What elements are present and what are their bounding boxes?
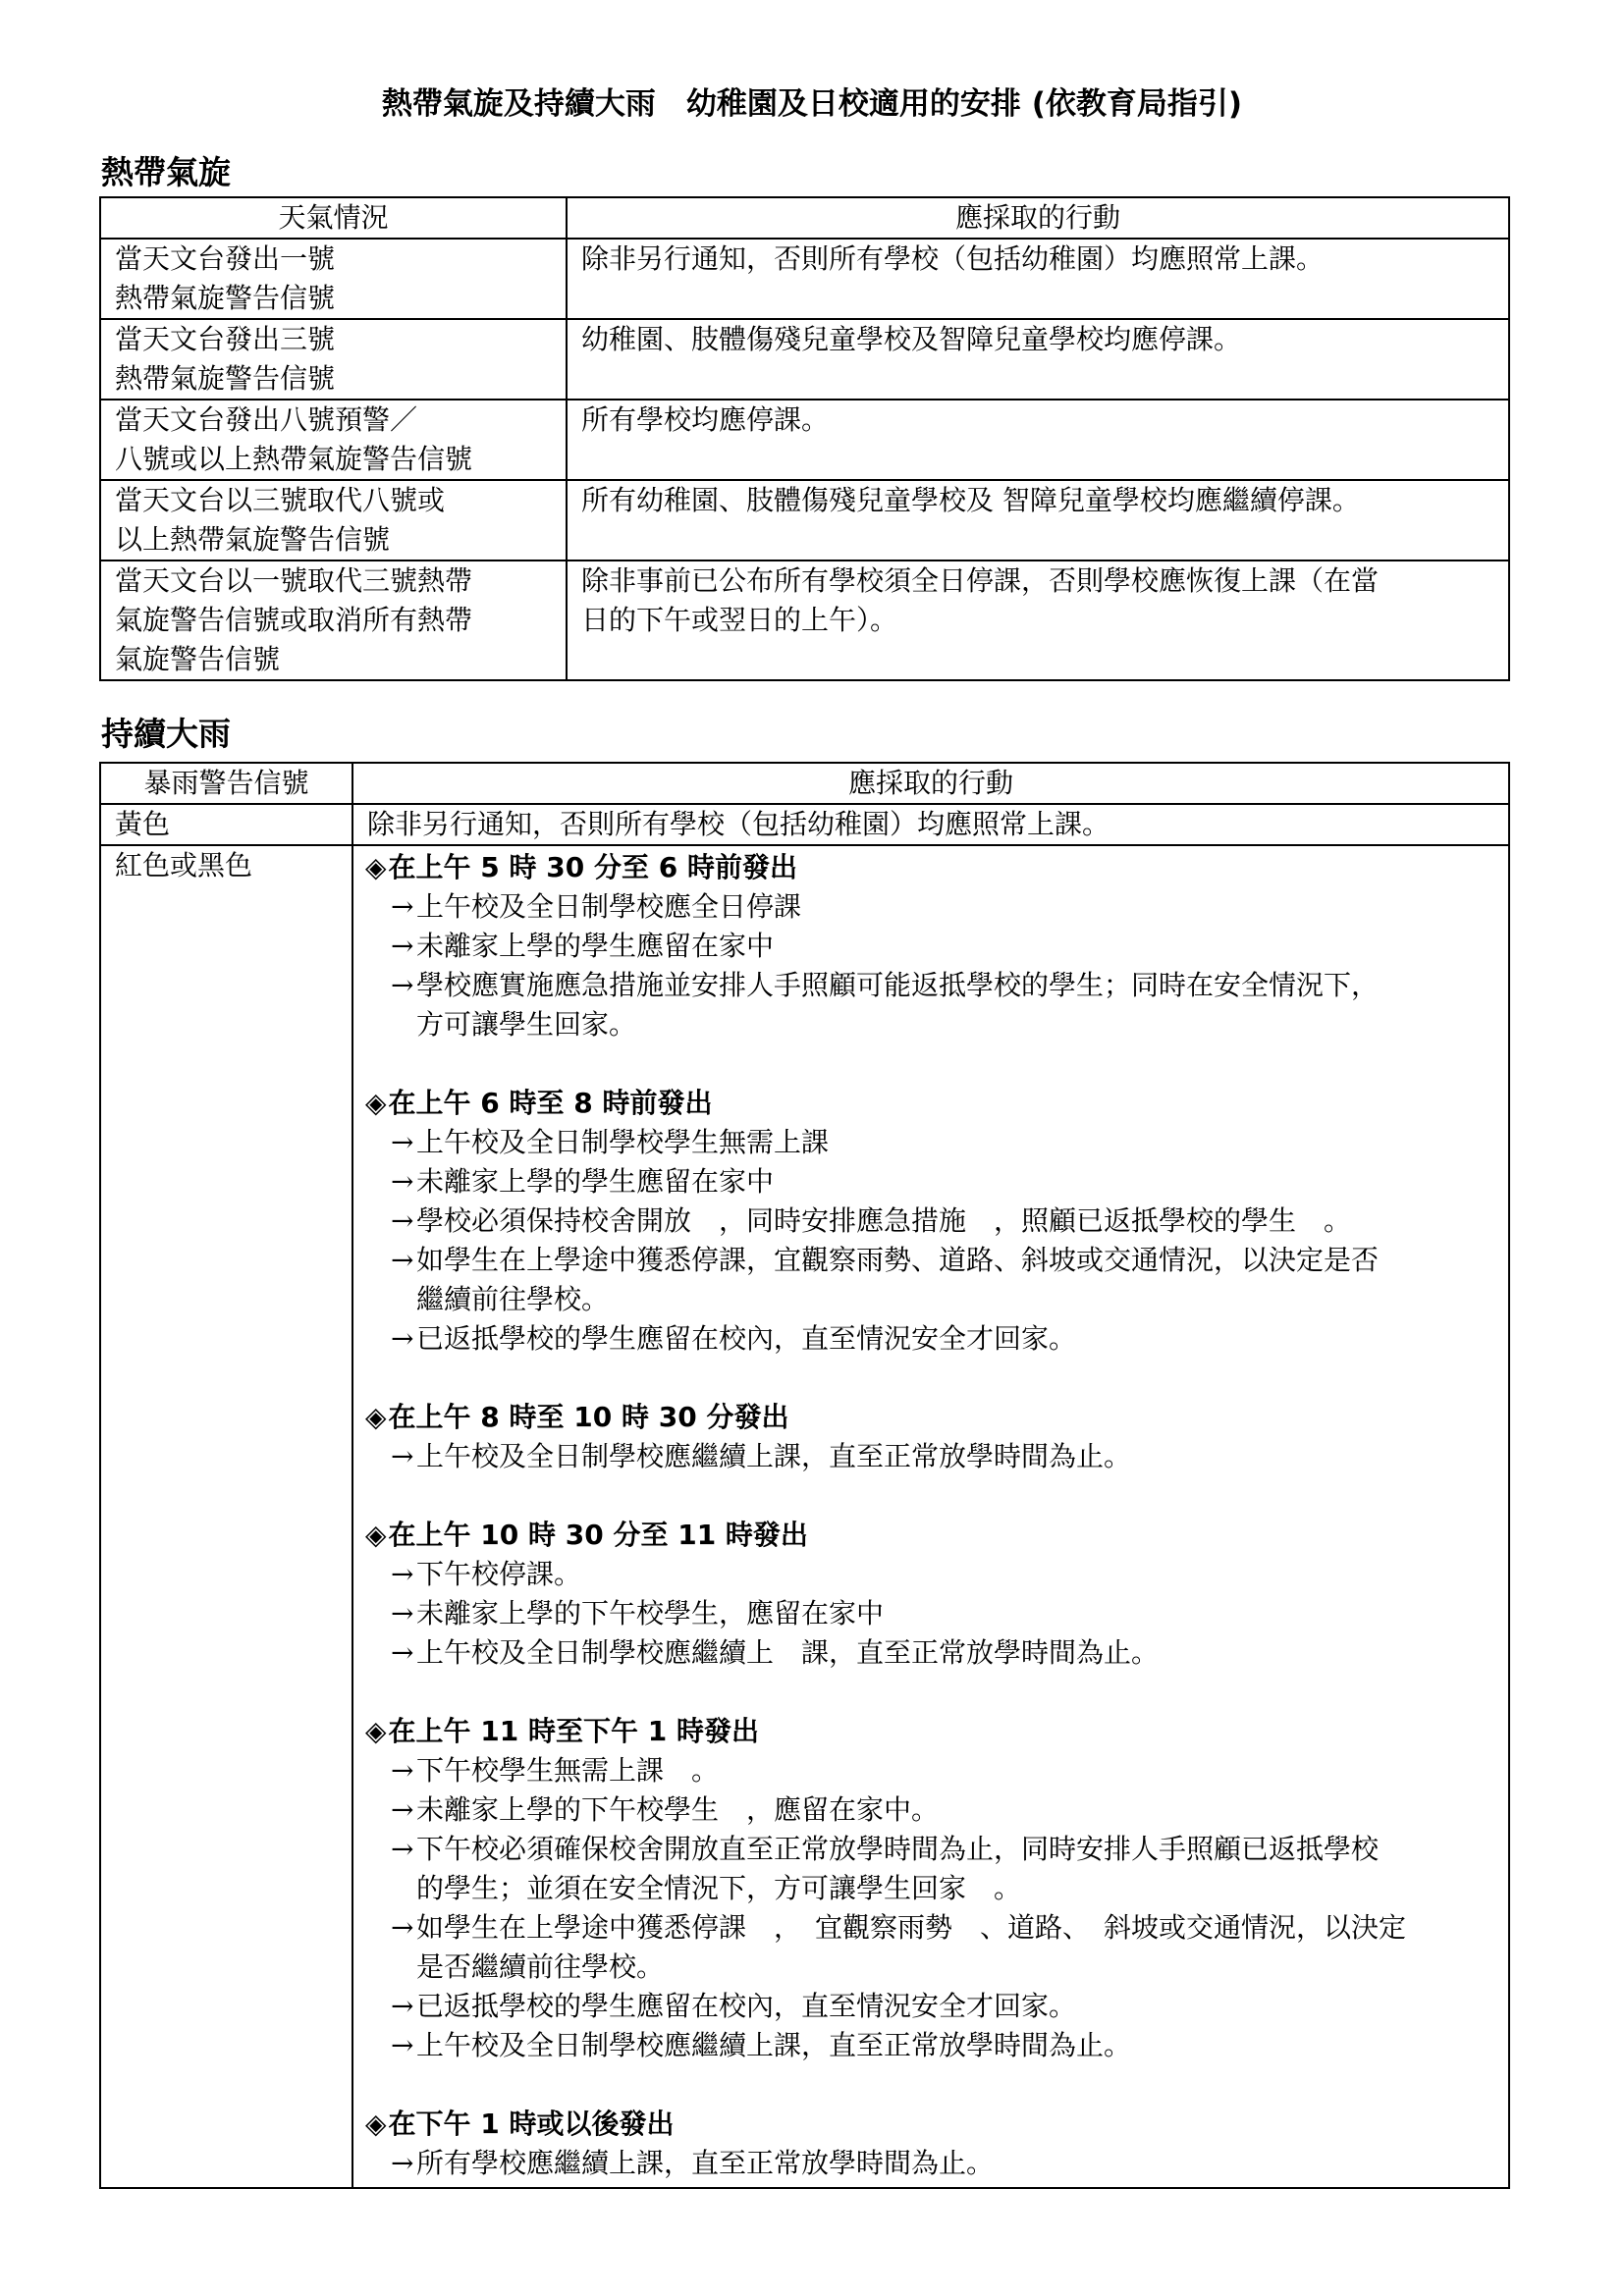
arrow-right-icon: → — [391, 1990, 414, 2022]
action-item — [365, 1437, 1498, 1476]
tropical-cyclone-heading: 熱帶氣旋 — [101, 153, 231, 191]
action-text: 學校必須保持校舍開放 ，同時安排應急措施 ，照顧已返抵學校的學生 。 — [416, 1204, 1352, 1237]
time-period-block — [365, 2105, 1498, 2183]
time-period-heading — [365, 2105, 1498, 2144]
action-text: 下午校學生無需上課 。 — [416, 1754, 720, 1787]
arrow-right-icon: → — [391, 1204, 414, 1237]
column-header-action: 應採取的行動 — [567, 197, 1509, 239]
time-period-label: 在上午 6 時至 8 時前發出 — [388, 1087, 713, 1119]
condition-cell: 當天文台發出一號 熱帶氣旋警告信號 — [100, 239, 567, 319]
time-period-heading — [365, 1084, 1498, 1123]
action-text: 如學生在上學途中獲悉停課 ， 宜觀察雨勢 、道路、 斜坡或交通情況，以決定 是否繼續前往學校。 — [416, 1911, 1407, 1983]
column-header-condition: 天氣情況 — [100, 197, 567, 239]
table-row — [100, 480, 1509, 561]
action-text: 上午校及全日制學校應繼續上課，直至正常放學時間為止。 — [416, 2029, 1132, 2061]
arrow-right-icon: → — [391, 2029, 414, 2061]
diamond-bullet-icon: ◈ — [365, 851, 387, 883]
action-text: 上午校及全日制學校應繼續上課，直至正常放學時間為止。 — [416, 1440, 1132, 1472]
column-header-action: 應採取的行動 — [352, 763, 1509, 804]
arrow-right-icon: → — [391, 1440, 414, 1472]
arrow-right-icon: → — [391, 1833, 414, 1865]
action-text: 上午校及全日制學校應全日停課 — [416, 890, 802, 923]
arrow-right-icon: → — [391, 930, 414, 962]
arrow-right-icon: → — [391, 890, 414, 923]
action-text: 上午校及全日制學校學生無需上課 — [416, 1126, 830, 1158]
time-period-label: 在上午 10 時 30 分至 11 時發出 — [388, 1519, 808, 1551]
time-period-heading — [365, 1516, 1498, 1555]
table-header-row — [100, 763, 1509, 804]
action-item — [365, 2026, 1498, 2065]
action-item — [365, 1633, 1498, 1673]
action-text: 未離家上學的學生應留在家中 — [416, 930, 775, 962]
arrow-right-icon: → — [391, 1754, 414, 1787]
rainstorm-table — [99, 762, 1510, 2189]
diamond-bullet-icon: ◈ — [365, 1087, 387, 1119]
action-cell: 幼稚園、肢體傷殘兒童學校及智障兒童學校均應停課。 — [567, 319, 1509, 400]
arrow-right-icon: → — [391, 1793, 414, 1826]
action-item — [365, 1162, 1498, 1201]
action-item — [365, 1123, 1498, 1162]
time-period-block — [365, 848, 1498, 1044]
time-period-heading — [365, 848, 1498, 887]
action-item — [365, 966, 1498, 1044]
time-period-block — [365, 1516, 1498, 1673]
time-period-heading — [365, 1398, 1498, 1437]
signal-red-black: 紅色或黑色 — [100, 845, 352, 2188]
action-item — [365, 1751, 1498, 1790]
action-item — [365, 1830, 1498, 1908]
table-header-row — [100, 197, 1509, 239]
tropical-cyclone-rows — [100, 239, 1509, 680]
arrow-right-icon: → — [391, 1244, 414, 1276]
action-item — [365, 887, 1498, 927]
action-item — [365, 1594, 1498, 1633]
action-text: 如學生在上學途中獲悉停課，宜觀察雨勢、道路、斜坡或交通情況，以決定是否 繼續前往學校。 — [416, 1244, 1380, 1315]
condition-cell: 當天文台以三號取代八號或 以上熱帶氣旋警告信號 — [100, 480, 567, 561]
arrow-right-icon: → — [391, 1322, 414, 1355]
action-item — [365, 2144, 1498, 2183]
diamond-bullet-icon: ◈ — [365, 1401, 387, 1433]
action-item — [365, 1241, 1498, 1319]
action-text: 下午校停課。 — [416, 1558, 582, 1590]
arrow-right-icon: → — [391, 1165, 414, 1198]
arrow-right-icon: → — [391, 969, 414, 1001]
action-item — [365, 1987, 1498, 2026]
table-row-yellow — [100, 804, 1509, 845]
action-item — [365, 927, 1498, 966]
action-text: 下午校必須確保校舍開放直至正常放學時間為止，同時安排人手照顧已返抵學校 的學生；並須在安全情況下，方可讓學生回家 。 — [416, 1833, 1380, 1904]
time-period-block — [365, 1084, 1498, 1359]
time-period-label: 在下午 1 時或以後發出 — [388, 2108, 675, 2140]
action-text: 學校應實施應急措施並安排人手照顧可能返抵學校的學生；同時在安全情況下， 方可讓學生回家。 — [416, 969, 1380, 1041]
action-text: 已返抵學校的學生應留在校內，直至情況安全才回家。 — [416, 1990, 1077, 2022]
condition-cell: 當天文台發出八號預警／ 八號或以上熱帶氣旋警告信號 — [100, 400, 567, 480]
time-period-label: 在上午 5 時 30 分至 6 時前發出 — [388, 851, 797, 883]
action-cell: 所有學校均應停課。 — [567, 400, 1509, 480]
tropical-cyclone-table — [99, 196, 1510, 681]
arrow-right-icon: → — [391, 2147, 414, 2179]
action-item — [365, 1319, 1498, 1359]
time-period-heading — [365, 1712, 1498, 1751]
diamond-bullet-icon: ◈ — [365, 1519, 387, 1551]
diamond-bullet-icon: ◈ — [365, 1715, 387, 1747]
action-item — [365, 1790, 1498, 1830]
action-text: 未離家上學的下午校學生 ，應留在家中。 — [416, 1793, 940, 1826]
column-header-signal: 暴雨警告信號 — [100, 763, 352, 804]
arrow-right-icon: → — [391, 1911, 414, 1944]
arrow-right-icon: → — [391, 1597, 414, 1629]
table-row-red-black — [100, 845, 1509, 2188]
arrow-right-icon: → — [391, 1558, 414, 1590]
action-yellow: 除非另行通知，否則所有學校（包括幼稚園）均應照常上課。 — [352, 804, 1509, 845]
action-item — [365, 1908, 1498, 1987]
action-text: 已返抵學校的學生應留在校內，直至情況安全才回家。 — [416, 1322, 1077, 1355]
action-text: 未離家上學的下午校學生，應留在家中 — [416, 1597, 885, 1629]
condition-cell: 當天文台發出三號 熱帶氣旋警告信號 — [100, 319, 567, 400]
action-cell: 所有幼稚園、肢體傷殘兒童學校及 智障兒童學校均應繼續停課。 — [567, 480, 1509, 561]
table-row — [100, 400, 1509, 480]
action-text: 未離家上學的學生應留在家中 — [416, 1165, 775, 1198]
table-row — [100, 239, 1509, 319]
condition-cell: 當天文台以一號取代三號熱帶 氣旋警告信號或取消所有熱帶 氣旋警告信號 — [100, 561, 567, 680]
action-cell: 除非另行通知，否則所有學校（包括幼稚園）均應照常上課。 — [567, 239, 1509, 319]
time-period-label: 在上午 8 時至 10 時 30 分發出 — [388, 1401, 789, 1433]
action-cell: 除非事前已公布所有學校須全日停課，否則學校應恢復上課（在當 日的下午或翌日的上午）。 — [567, 561, 1509, 680]
arrow-right-icon: → — [391, 1126, 414, 1158]
action-item — [365, 1555, 1498, 1594]
table-row — [100, 561, 1509, 680]
arrow-right-icon: → — [391, 1636, 414, 1669]
diamond-bullet-icon: ◈ — [365, 2108, 387, 2140]
document-title: 熱帶氣旋及持續大雨 幼稚園及日校適用的安排 (依教育局指引) — [381, 86, 1243, 122]
signal-yellow: 黃色 — [100, 804, 352, 845]
action-text: 所有學校應繼續上課，直至正常放學時間為止。 — [416, 2147, 995, 2179]
action-text: 上午校及全日制學校應繼續上 課，直至正常放學時間為止。 — [416, 1636, 1160, 1669]
action-red-black — [352, 845, 1509, 2188]
time-period-block — [365, 1398, 1498, 1476]
time-period-label: 在上午 11 時至下午 1 時發出 — [388, 1715, 759, 1747]
rainstorm-heading: 持續大雨 — [101, 715, 231, 753]
time-period-block — [365, 1712, 1498, 2065]
table-row — [100, 319, 1509, 400]
action-item — [365, 1201, 1498, 1241]
